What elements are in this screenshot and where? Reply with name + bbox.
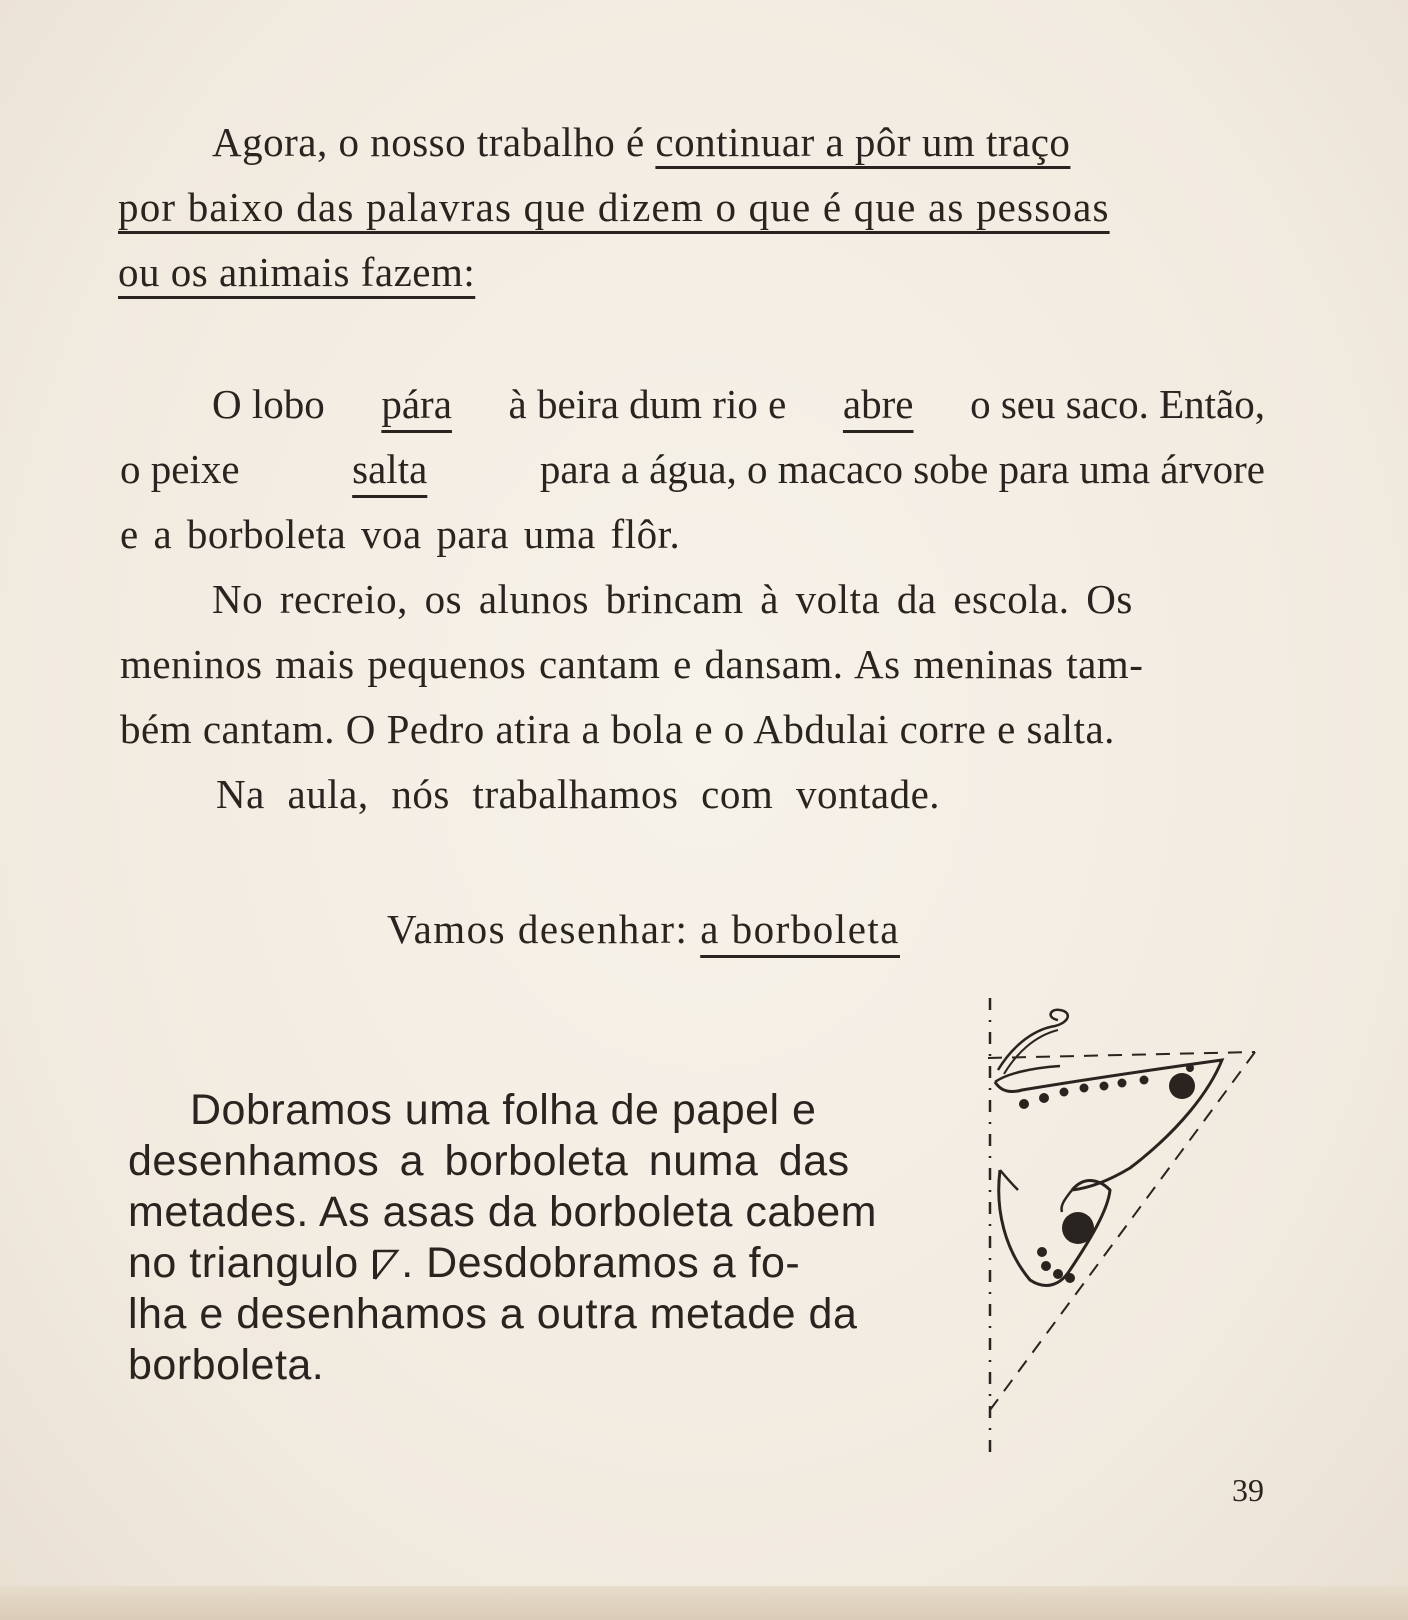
intro-underlined-text: continuar a pôr um traço	[655, 119, 1071, 165]
paragraph-1-line-1	[212, 380, 1265, 428]
instructions-line-3: metades. As asas da borboleta cabem	[128, 1188, 877, 1236]
paragraph-2-line-2: meninos mais pequenos cantam e dansam. As meninas tam-	[120, 641, 1144, 687]
instructions-line-4	[128, 1237, 800, 1289]
instructions-line-1: Dobramos uma folha de papel e	[190, 1086, 817, 1134]
instructions-line-6: borboleta.	[128, 1341, 325, 1389]
drawing-heading	[387, 905, 900, 953]
text-segment: para a água, o macaco sobe para uma árvore	[539, 446, 1265, 492]
text-segment: à beira dum rio e	[508, 381, 787, 427]
intro-text: Agora, o nosso trabalho é	[212, 119, 645, 165]
paragraph-2-line-1: No recreio, os alunos brincam à volta da escola. Os	[212, 576, 1133, 622]
triangle-icon	[371, 1247, 401, 1281]
instructions-line-5: lha e desenhamos a outra metade da	[128, 1290, 858, 1338]
paragraph-2-line-3: bém cantam. O Pedro atira a bola e o Abdulai corre e salta.	[120, 706, 1115, 752]
drawing-heading-prefix: Vamos desenhar:	[387, 906, 689, 952]
instructions-text: no triangulo	[128, 1239, 359, 1287]
verb-abre: abre	[842, 381, 914, 427]
intro-line-2: por baixo das palavras que dizem o que é que as pessoas	[118, 184, 1110, 230]
triangle-top-dashed-line	[988, 1052, 1255, 1058]
intro-line-1	[212, 118, 1070, 166]
verb-para: pára	[381, 381, 452, 427]
drawing-heading-subject: a borboleta	[700, 906, 900, 952]
paragraph-1-line-2	[120, 445, 1265, 493]
instructions-line-2: desenhamos a borboleta numa das	[128, 1137, 850, 1185]
page-bottom-edge	[0, 1586, 1408, 1620]
intro-line-3: ou os animais fazem:	[118, 249, 476, 295]
verb-salta: salta	[352, 446, 428, 492]
text-segment: o seu saco. Então,	[970, 381, 1265, 427]
instructions-text: . Desdobramos a fo-	[401, 1239, 801, 1287]
page-number: 39	[1232, 1472, 1264, 1508]
text-segment: o peixe	[120, 446, 240, 492]
text-segment: O lobo	[212, 381, 325, 427]
butterfly-half-drawing	[960, 990, 1280, 1470]
paragraph-3-line-1: Na aula, nós trabalhamos com vontade.	[216, 771, 941, 817]
antenna	[998, 1010, 1068, 1070]
paragraph-1-line-3: e a borboleta voa para uma flôr.	[120, 511, 681, 557]
triangle-diagonal-dashed-line	[990, 1052, 1255, 1410]
wing-spots	[1019, 1064, 1195, 1283]
